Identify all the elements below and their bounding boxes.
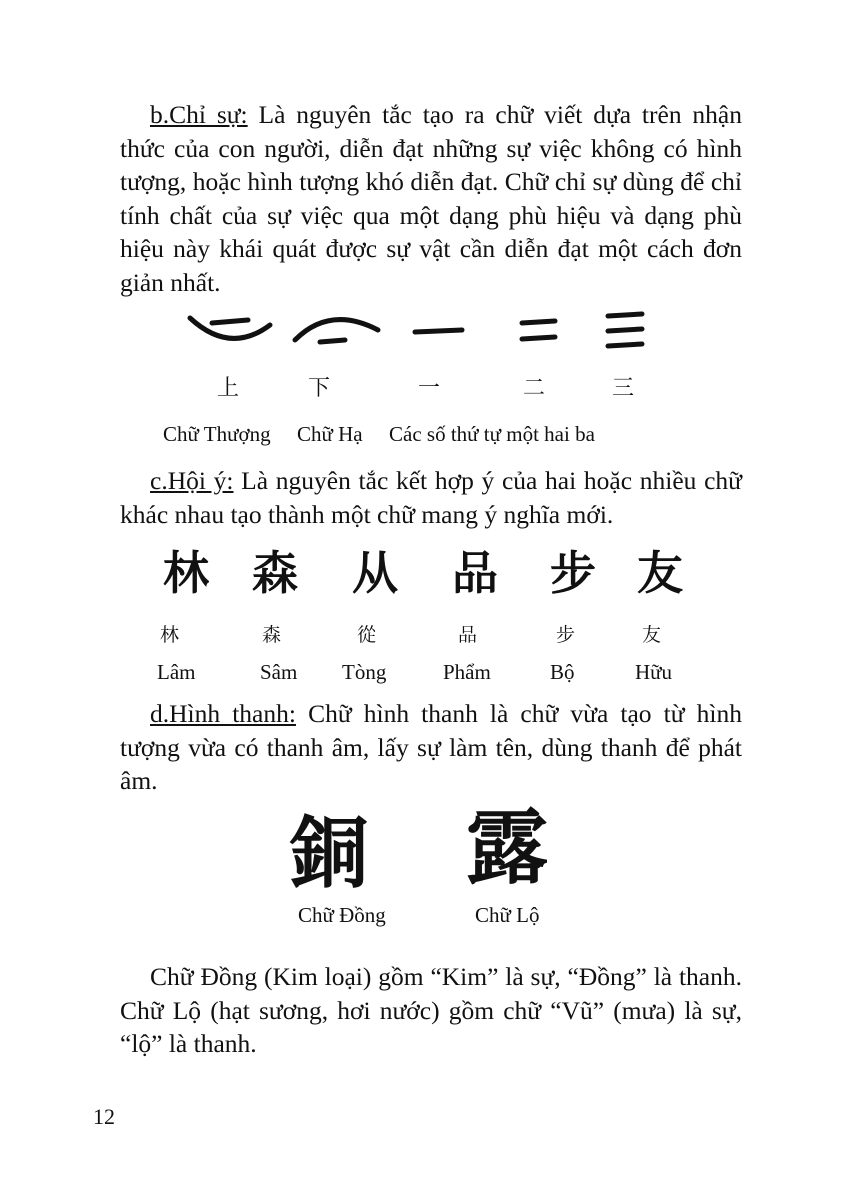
caption-pham: Phẩm bbox=[443, 660, 491, 684]
modern-char-pham: 品 bbox=[458, 624, 478, 646]
ancient-char-pham: 品 bbox=[452, 546, 498, 600]
modern-char-yi: 一 bbox=[418, 376, 441, 401]
char-dong: 銅 bbox=[290, 809, 369, 899]
section-d-text: Chữ hình thanh là chữ vừa tạo từ hình tượng vừa có thanh âm, lấy sự làm tên, dùng thanh để phát âm. bbox=[120, 699, 742, 795]
caption-chu-ha: Chữ Hạ bbox=[297, 422, 363, 446]
section-d-paragraph bbox=[120, 697, 742, 798]
figure-b-ancient-glyphs bbox=[0, 305, 849, 375]
closing-paragraph: Chữ Đồng (Kim loại) gồm “Kim” là sự, “Đồng” là thanh. Chữ Lộ (hạt sương, hơi nước) gồm chữ “Vũ” (mưa) là sự, “lộ” là thanh. bbox=[120, 962, 742, 1058]
modern-char-tong: 從 bbox=[357, 624, 377, 646]
modern-char-sam: 森 bbox=[262, 624, 282, 646]
ancient-char-bo: 步 bbox=[550, 546, 596, 600]
section-d-label: d.Hình thanh: bbox=[150, 699, 296, 728]
section-c-text: Là nguyên tắc kết hợp ý của hai hoặc nhiều chữ khác nhau tạo thành một chữ mang ý nghĩa mới. bbox=[120, 466, 742, 529]
caption-chu-thuong: Chữ Thượng bbox=[163, 422, 271, 446]
modern-char-er: 二 bbox=[523, 376, 546, 401]
caption-bo: Bộ bbox=[550, 660, 575, 684]
caption-lam: Lâm bbox=[157, 660, 196, 684]
section-b-label: b.Chỉ sự: bbox=[150, 100, 248, 129]
section-c-label: c.Hội ý: bbox=[150, 466, 234, 495]
section-b-text: Là nguyên tắc tạo ra chữ viết dựa trên nhận thức của con người, diễn đạt những sự việc không có hình tượng, hoặc hình tượng khó diễn đạt. Chữ chỉ sự dùng để chỉ tính chất của sự việc qua một dạng phù hiệu và dạng phù hiệu này khái quát được sự vật cần diễn đạt một cách đơn giản nhất. bbox=[120, 100, 742, 297]
modern-char-bo: 步 bbox=[556, 624, 576, 646]
ancient-char-tong: 从 bbox=[352, 546, 398, 600]
modern-char-shang: 上 bbox=[217, 376, 240, 401]
ancient-char-huu: 友 bbox=[637, 546, 683, 600]
char-lo: 露 bbox=[466, 801, 549, 896]
caption-tong: Tòng bbox=[342, 660, 387, 684]
ancient-char-sam: 森 bbox=[252, 546, 298, 600]
caption-chu-lo: Chữ Lộ bbox=[475, 903, 540, 927]
caption-huu: Hữu bbox=[635, 660, 673, 684]
modern-char-san: 三 bbox=[612, 376, 635, 401]
caption-sam: Sâm bbox=[260, 660, 298, 684]
page-number: 12 bbox=[93, 1104, 115, 1129]
caption-so-thu-tu: Các số thứ tự một hai ba bbox=[389, 422, 595, 446]
ancient-char-lam: 林 bbox=[163, 546, 209, 600]
section-c-paragraph bbox=[120, 464, 742, 531]
caption-chu-dong: Chữ Đồng bbox=[298, 903, 386, 927]
section-b-paragraph bbox=[120, 98, 742, 299]
modern-char-huu: 友 bbox=[642, 624, 662, 646]
modern-char-lam: 林 bbox=[160, 624, 180, 646]
modern-char-xia: 下 bbox=[308, 376, 331, 401]
